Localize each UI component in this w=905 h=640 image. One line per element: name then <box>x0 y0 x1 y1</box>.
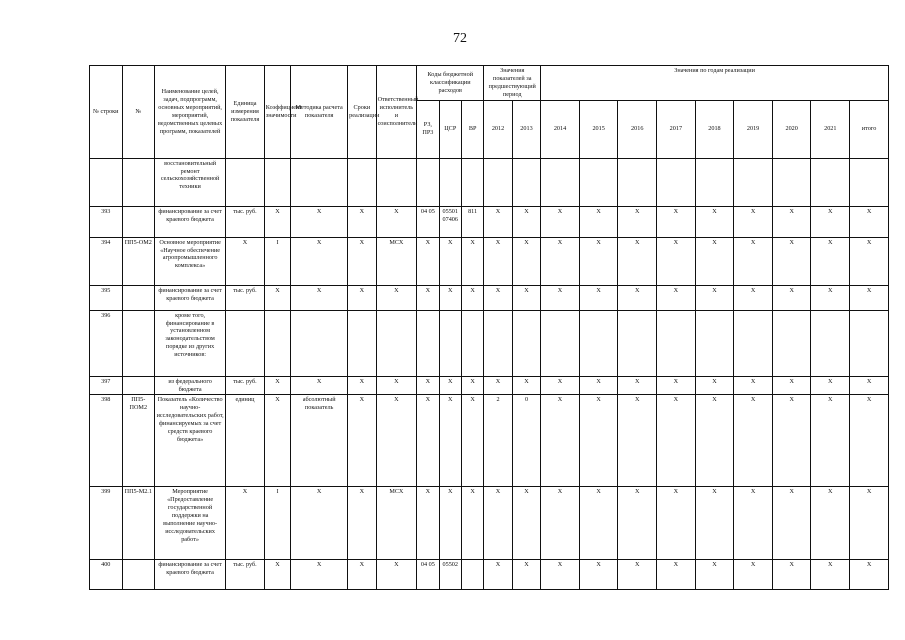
row-2013: X <box>512 237 540 285</box>
row-rz <box>417 310 439 376</box>
row-year-value: X <box>541 560 580 590</box>
row-year-value: X <box>579 237 618 285</box>
row-year-value: X <box>734 560 773 590</box>
row-year-value: X <box>695 376 734 395</box>
header-row-no: № строки <box>90 66 123 159</box>
row-unit: X <box>226 237 265 285</box>
row-year-value: X <box>811 206 850 237</box>
row-vr: X <box>461 395 483 487</box>
row-method: X <box>291 237 348 285</box>
row-year-value: X <box>541 237 580 285</box>
row-name: финансирование за счет краевого бюджета <box>155 206 226 237</box>
row-terms: X <box>348 487 376 560</box>
continuation-text: восстановительный ремонт сельскохозяйственной техники <box>155 158 226 206</box>
row-year-value: X <box>695 206 734 237</box>
table-row <box>90 560 889 590</box>
row-code <box>122 376 155 395</box>
row-year-value: X <box>772 487 811 560</box>
row-executor: X <box>376 376 417 395</box>
row-vr <box>461 310 483 376</box>
header-year: 2020 <box>772 100 811 158</box>
row-year-value: X <box>657 285 696 310</box>
row-name: Мероприятие «Предоставление государственной поддержки на выполнение научно-исследовательских работ» <box>155 487 226 560</box>
row-rz: 04 05 <box>417 560 439 590</box>
row-rz: X <box>417 285 439 310</box>
row-rz: 04 05 <box>417 206 439 237</box>
row-2013: X <box>512 285 540 310</box>
row-code <box>122 206 155 237</box>
row-unit: тыс. руб. <box>226 206 265 237</box>
row-total: X <box>850 487 889 560</box>
row-year-value: X <box>541 395 580 487</box>
header-executor: Ответственный исполнитель и соисполнители <box>376 66 417 159</box>
header-code-no: № <box>122 66 155 159</box>
row-csr: 05502 <box>439 560 461 590</box>
header-year: 2017 <box>657 100 696 158</box>
row-terms: X <box>348 376 376 395</box>
row-code <box>122 560 155 590</box>
row-coef: X <box>264 206 290 237</box>
row-year-value: X <box>811 285 850 310</box>
table-row <box>90 395 889 487</box>
row-method: X <box>291 487 348 560</box>
row-total: X <box>850 237 889 285</box>
row-year-value: X <box>811 560 850 590</box>
header-year: 2019 <box>734 100 773 158</box>
row-number: 400 <box>90 560 123 590</box>
header-years-group: Значения по годам реализации <box>541 66 889 101</box>
row-executor: X <box>376 285 417 310</box>
row-total: X <box>850 285 889 310</box>
row-number: 397 <box>90 376 123 395</box>
row-unit: единиц <box>226 395 265 487</box>
row-year-value: X <box>772 560 811 590</box>
header-year: 2014 <box>541 100 580 158</box>
row-year-value: X <box>579 487 618 560</box>
row-method: X <box>291 376 348 395</box>
row-code <box>122 310 155 376</box>
row-2012 <box>484 310 512 376</box>
row-year-value: X <box>618 206 657 237</box>
header-year: 2021 <box>811 100 850 158</box>
row-year-value: X <box>734 237 773 285</box>
row-year-value: X <box>541 376 580 395</box>
row-vr <box>461 560 483 590</box>
row-year-value: X <box>772 285 811 310</box>
row-number: 394 <box>90 237 123 285</box>
row-executor: МСХ <box>376 487 417 560</box>
row-year-value: X <box>657 395 696 487</box>
row-year-value: X <box>811 487 850 560</box>
row-name: из федерального бюджета <box>155 376 226 395</box>
row-total: X <box>850 376 889 395</box>
row-year-value: X <box>657 560 696 590</box>
row-executor: X <box>376 206 417 237</box>
header-year-2012: 2012 <box>484 100 512 158</box>
row-year-value: X <box>618 237 657 285</box>
row-year-value: X <box>579 206 618 237</box>
header-year: 2018 <box>695 100 734 158</box>
row-year-value: X <box>618 285 657 310</box>
header-csr: ЦСР <box>439 100 461 158</box>
row-csr: X <box>439 285 461 310</box>
row-terms: X <box>348 237 376 285</box>
row-year-value: X <box>811 395 850 487</box>
row-2012: 2 <box>484 395 512 487</box>
row-year-value: X <box>695 285 734 310</box>
row-year-value: X <box>618 487 657 560</box>
row-year-value: X <box>541 206 580 237</box>
row-coef: X <box>264 285 290 310</box>
row-unit <box>226 310 265 376</box>
row-2013: X <box>512 376 540 395</box>
row-name: Показатель «Количество научно-исследовательских работ, финансируемых за счет средств краевого бюджета» <box>155 395 226 487</box>
row-rz: X <box>417 376 439 395</box>
page-number: 72 <box>453 31 467 46</box>
header-total: итого <box>850 100 889 158</box>
row-year-value <box>618 310 657 376</box>
header-year-2013: 2013 <box>512 100 540 158</box>
header-coef: Коэффициент значимости <box>264 66 290 159</box>
row-name: Основное мероприятие «Научное обеспечение агропромышленного комплекса» <box>155 237 226 285</box>
row-year-value: X <box>734 376 773 395</box>
row-2013 <box>512 310 540 376</box>
row-terms: X <box>348 395 376 487</box>
row-rz: X <box>417 395 439 487</box>
row-year-value: X <box>541 285 580 310</box>
row-executor <box>376 310 417 376</box>
row-csr: X <box>439 487 461 560</box>
row-year-value: X <box>811 237 850 285</box>
row-total <box>850 310 889 376</box>
row-coef: X <box>264 560 290 590</box>
row-coef: I <box>264 487 290 560</box>
row-unit: тыс. руб. <box>226 285 265 310</box>
row-year-value: X <box>772 206 811 237</box>
row-2013: X <box>512 487 540 560</box>
program-indicators-table <box>89 65 889 590</box>
row-method: абсолютный показатель <box>291 395 348 487</box>
row-2012: X <box>484 376 512 395</box>
row-csr: 05501 07406 <box>439 206 461 237</box>
table-row <box>90 310 889 376</box>
row-2012: X <box>484 285 512 310</box>
row-year-value: X <box>734 487 773 560</box>
row-number: 393 <box>90 206 123 237</box>
row-2012: X <box>484 237 512 285</box>
row-2013: X <box>512 206 540 237</box>
row-year-value <box>541 310 580 376</box>
header-method: Методика расчета показателя <box>291 66 348 159</box>
row-vr: X <box>461 376 483 395</box>
row-vr: X <box>461 487 483 560</box>
row-name: кроме того, финансирование в установленном законодательством порядке из других источников: <box>155 310 226 376</box>
row-unit: X <box>226 487 265 560</box>
row-year-value: X <box>579 376 618 395</box>
header-name: Наименование целей, задач, подпрограмм, основных мероприятий, мероприятий, ведомственных целевых программ, показателей <box>155 66 226 159</box>
header-unit: Единица измерения показателя <box>226 66 265 159</box>
row-code: ПП5-ПОМ2 <box>122 395 155 487</box>
row-vr: X <box>461 285 483 310</box>
row-rz: X <box>417 487 439 560</box>
row-csr <box>439 310 461 376</box>
row-number: 399 <box>90 487 123 560</box>
row-year-value: X <box>657 206 696 237</box>
row-terms: X <box>348 560 376 590</box>
row-code <box>122 285 155 310</box>
row-year-value: X <box>695 395 734 487</box>
row-year-value: X <box>695 237 734 285</box>
row-unit: тыс. руб. <box>226 376 265 395</box>
table-header <box>90 66 889 159</box>
row-year-value: X <box>772 376 811 395</box>
row-total: X <box>850 206 889 237</box>
table-row <box>90 237 889 285</box>
row-name: финансирование за счет краевого бюджета <box>155 560 226 590</box>
header-terms: Сроки реализации <box>348 66 376 159</box>
table-body <box>90 158 889 590</box>
row-year-value <box>579 310 618 376</box>
continuation-row <box>90 158 889 206</box>
row-year-value: X <box>579 560 618 590</box>
row-year-value: X <box>695 560 734 590</box>
row-vr: X <box>461 237 483 285</box>
row-year-value: X <box>657 376 696 395</box>
header-rz: РЗ, ПР3 <box>417 100 439 158</box>
row-year-value: X <box>541 487 580 560</box>
row-total: X <box>850 395 889 487</box>
row-year-value: X <box>772 395 811 487</box>
table-row <box>90 376 889 395</box>
row-year-value: X <box>579 285 618 310</box>
row-2012: X <box>484 487 512 560</box>
row-year-value: X <box>695 487 734 560</box>
row-year-value: X <box>618 376 657 395</box>
row-year-value: X <box>734 206 773 237</box>
row-code: ПП5-ОМ2 <box>122 237 155 285</box>
row-coef: I <box>264 237 290 285</box>
table-row <box>90 285 889 310</box>
row-terms: X <box>348 206 376 237</box>
row-year-value: X <box>579 395 618 487</box>
row-csr: X <box>439 376 461 395</box>
row-2012: X <box>484 560 512 590</box>
header-prev-period: Значения показателей за предшествующий период <box>484 66 541 101</box>
row-number: 398 <box>90 395 123 487</box>
row-terms: X <box>348 285 376 310</box>
row-rz: X <box>417 237 439 285</box>
header-year: 2015 <box>579 100 618 158</box>
row-year-value: X <box>618 395 657 487</box>
row-year-value: X <box>734 285 773 310</box>
row-method <box>291 310 348 376</box>
header-year: 2016 <box>618 100 657 158</box>
row-method: X <box>291 285 348 310</box>
row-executor: X <box>376 395 417 487</box>
row-coef: X <box>264 376 290 395</box>
row-terms <box>348 310 376 376</box>
row-2013: 0 <box>512 395 540 487</box>
row-2012: X <box>484 206 512 237</box>
row-number: 396 <box>90 310 123 376</box>
row-year-value: X <box>618 560 657 590</box>
row-csr: X <box>439 395 461 487</box>
row-year-value <box>772 310 811 376</box>
row-year-value: X <box>811 376 850 395</box>
row-coef: X <box>264 395 290 487</box>
row-csr: X <box>439 237 461 285</box>
row-name: финансирование за счет краевого бюджета <box>155 285 226 310</box>
header-vr: ВР <box>461 100 483 158</box>
row-year-value: X <box>657 487 696 560</box>
row-year-value <box>657 310 696 376</box>
row-year-value: X <box>772 237 811 285</box>
row-number: 395 <box>90 285 123 310</box>
row-year-value <box>734 310 773 376</box>
row-executor: МСХ <box>376 237 417 285</box>
row-executor: X <box>376 560 417 590</box>
row-unit: тыс. руб. <box>226 560 265 590</box>
row-year-value <box>811 310 850 376</box>
row-2013: X <box>512 560 540 590</box>
row-total: X <box>850 560 889 590</box>
row-method: X <box>291 206 348 237</box>
header-budget-codes: Коды бюджетной классификации расходов <box>417 66 484 101</box>
row-code: ПП5-М2.1 <box>122 487 155 560</box>
row-year-value: X <box>734 395 773 487</box>
table-row <box>90 206 889 237</box>
table-row <box>90 487 889 560</box>
row-vr: 811 <box>461 206 483 237</box>
row-coef <box>264 310 290 376</box>
row-year-value: X <box>657 237 696 285</box>
row-year-value <box>695 310 734 376</box>
row-method: X <box>291 560 348 590</box>
